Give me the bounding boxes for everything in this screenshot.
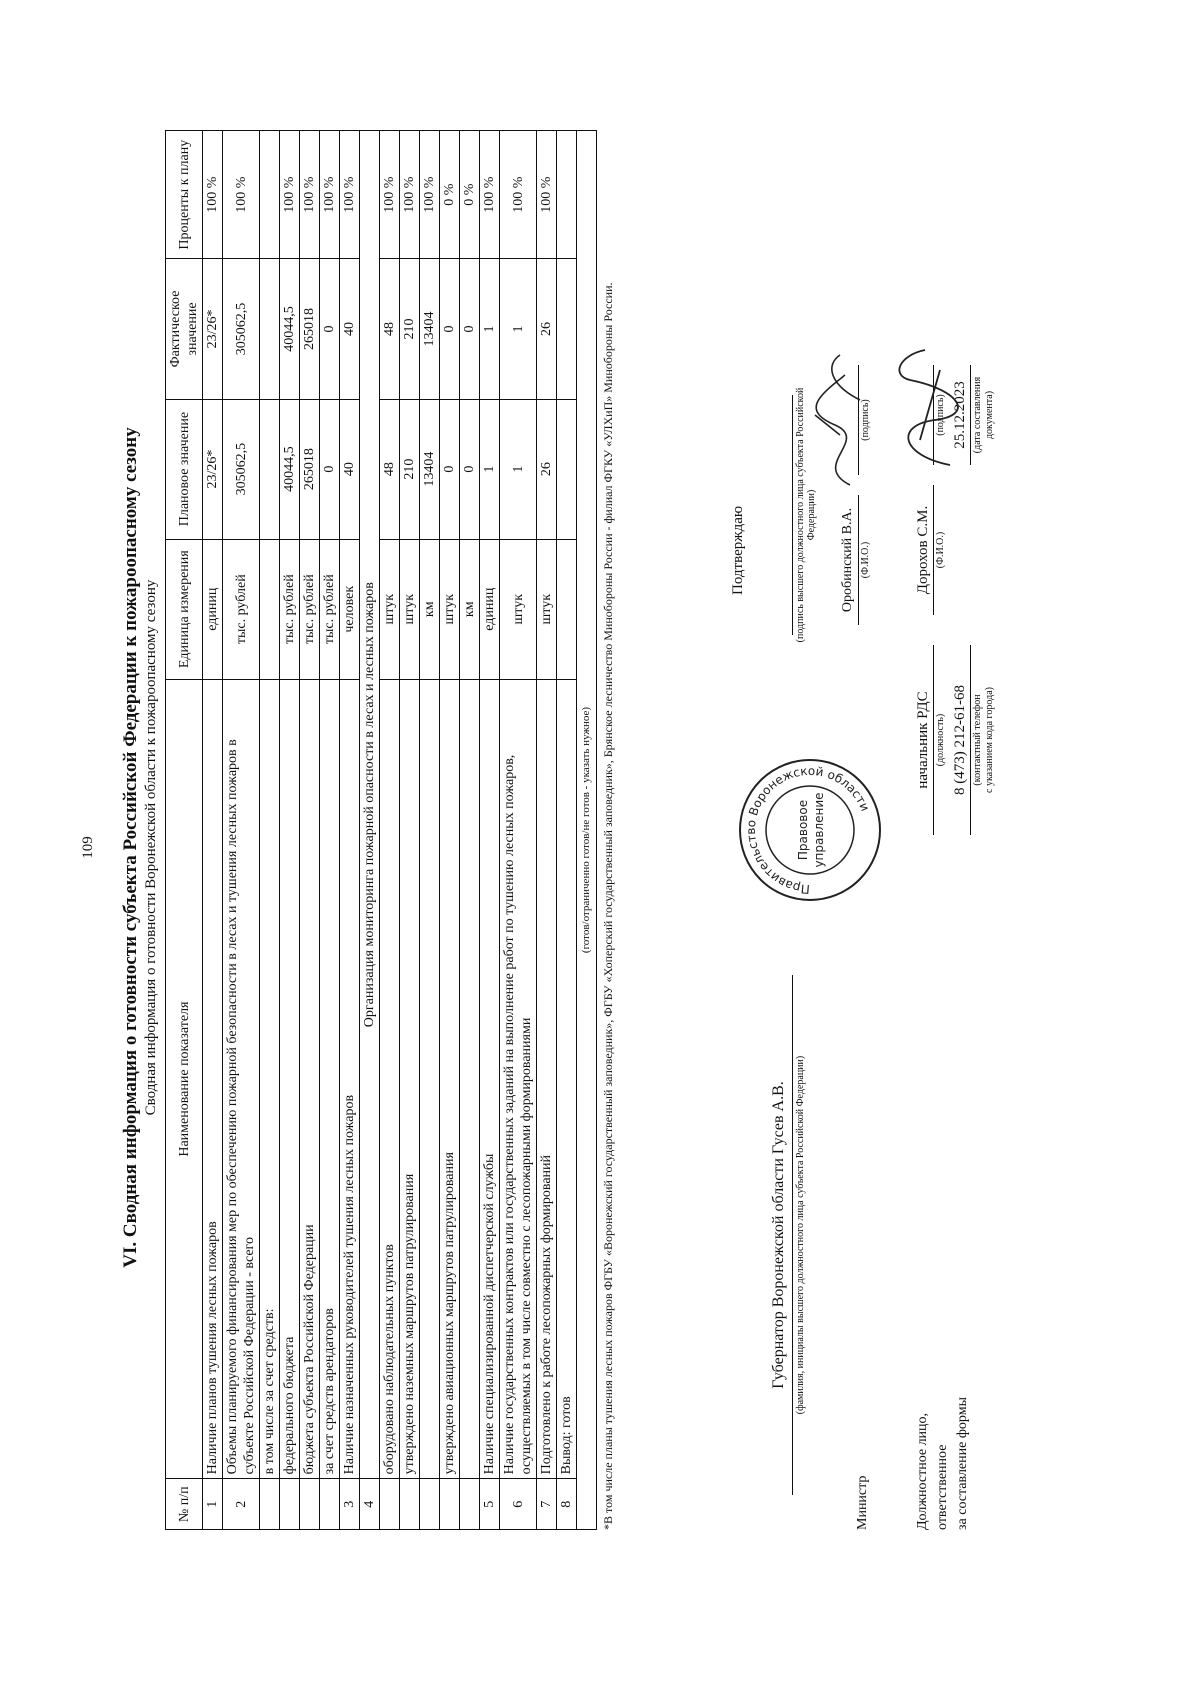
- header-name: Наименование показателя: [166, 679, 203, 1479]
- row-fact-cell: 1: [500, 259, 537, 399]
- row-unit-cell: тыс. рублей: [223, 539, 260, 679]
- row-num-cell: [320, 1479, 340, 1530]
- readiness-table: [165, 130, 597, 1530]
- minister-label: Министр: [855, 1475, 870, 1530]
- header-fact: Фактическое значение: [166, 259, 203, 399]
- row-unit-cell: штук: [400, 539, 420, 679]
- table-row: [223, 131, 260, 1530]
- row-unit-cell: [260, 539, 280, 679]
- row-pct-cell: [557, 131, 577, 259]
- row-plan-cell: 0: [460, 399, 480, 539]
- row-fact-cell: 1: [480, 259, 500, 399]
- row-plan-cell: 13404: [420, 399, 440, 539]
- row-fact-cell: 0: [440, 259, 460, 399]
- row-pct-cell: 100 %: [223, 131, 260, 259]
- governor-sign-line: [792, 395, 793, 635]
- row-name-cell: Вывод: готов: [557, 679, 577, 1479]
- row-pct-cell: 100 %: [320, 131, 340, 259]
- responsible-name: Дорохов С.М.: [915, 505, 931, 595]
- row-num-cell: [380, 1479, 400, 1530]
- governor-name: Губернатор Воронежской области Гусев А.В.: [770, 1081, 787, 1389]
- row-num-cell: 8: [557, 1479, 577, 1530]
- document-title: VI. Сводная информация о готовности субъекта Российской Федерации к пожароопасному сезону: [120, 427, 141, 1268]
- table-row: [360, 131, 380, 1530]
- row-fact-cell: 26: [537, 259, 557, 399]
- row-unit-cell: [557, 539, 577, 679]
- row-pct-cell: 100 %: [203, 131, 223, 259]
- row-unit-cell: человек: [340, 539, 360, 679]
- responsible-position: начальник РДС: [915, 691, 931, 789]
- row-num-cell: 7: [537, 1479, 557, 1530]
- row-fact-cell: 13404: [420, 259, 440, 399]
- responsible-name-line: [933, 485, 934, 615]
- row-plan-cell: [260, 399, 280, 539]
- row-fact-cell: 40: [340, 259, 360, 399]
- section-header-cell: Организация мониторинга пожарной опасности в лесах и лесных пожаров: [360, 131, 380, 1479]
- row-plan-cell: 305062,5: [223, 399, 260, 539]
- row-plan-cell: 1: [480, 399, 500, 539]
- table-row: [280, 131, 300, 1530]
- responsible-label-1: Должностное лицо,: [915, 1412, 930, 1530]
- row-pct-cell: 0 %: [460, 131, 480, 259]
- row-unit-cell: км: [460, 539, 480, 679]
- row-num-cell: [280, 1479, 300, 1530]
- row-name-cell: Наличие государственных контрактов или государственных заданий на выполнение работ по тушению лесных пожаров, осуществляемых в том числе совместно с лесопожарными формированиями: [500, 679, 537, 1479]
- responsible-label-2: ответственное: [935, 1444, 950, 1530]
- row-unit-cell: штук: [440, 539, 460, 679]
- governor-line: [792, 975, 793, 1495]
- row-fact-cell: 210: [400, 259, 420, 399]
- row-name-cell: за счет средств арендаторов: [320, 679, 340, 1479]
- row-name-cell: утверждено наземных маршрутов патрулирования: [400, 679, 420, 1479]
- row-plan-cell: 48: [380, 399, 400, 539]
- table-row: [500, 131, 537, 1530]
- row-name-cell: Наличие планов тушения лесных пожаров: [203, 679, 223, 1479]
- approved-label: Подтверждаю: [730, 505, 746, 595]
- row-pct-cell: 100 %: [420, 131, 440, 259]
- responsible-handwritten-signature: [880, 340, 970, 480]
- row-pct-cell: 100 %: [537, 131, 557, 259]
- row-name-cell: Наличие специализированной диспетчерской службы: [480, 679, 500, 1479]
- row-name-cell: [460, 679, 480, 1479]
- row-fact-cell: 305062,5: [223, 259, 260, 399]
- row-pct-cell: 100 %: [480, 131, 500, 259]
- row-unit-cell: штук: [537, 539, 557, 679]
- row-unit-cell: км: [420, 539, 440, 679]
- responsible-date-caption-1: (дата составления: [972, 376, 983, 454]
- page-number: 109: [80, 836, 96, 859]
- table-row: [460, 131, 480, 1530]
- row-name-cell: утверждено авиационных маршрутов патрулирования: [440, 679, 460, 1479]
- row-name-cell: бюджета субъекта Российской Федерации: [300, 679, 320, 1479]
- row-name-cell: Наличие назначенных руководителей тушения лесных пожаров: [340, 679, 360, 1479]
- row-num-cell: 5: [480, 1479, 500, 1530]
- responsible-position-line: [933, 645, 934, 835]
- row-fact-cell: 0: [320, 259, 340, 399]
- minister-name: Оробинский В.А.: [840, 507, 855, 613]
- row-pct-cell: 100 %: [500, 131, 537, 259]
- seal-outer-text: Правительство Воронежской области: [743, 763, 873, 897]
- row-plan-cell: 265018: [300, 399, 320, 539]
- row-pct-cell: [260, 131, 280, 259]
- table-row: [400, 131, 420, 1530]
- minister-sign-caption: (подпись): [860, 399, 871, 441]
- header-num: № п/п: [166, 1479, 203, 1530]
- row-name-cell: федерального бюджета: [280, 679, 300, 1479]
- row-plan-cell: 40044,5: [280, 399, 300, 539]
- row-num-cell: [440, 1479, 460, 1530]
- row-plan-cell: 26: [537, 399, 557, 539]
- table-row: [260, 131, 280, 1530]
- row-num-cell: 4: [360, 1479, 380, 1530]
- responsible-label-3: за составление формы: [955, 1397, 970, 1530]
- responsible-date-caption-2: документа): [984, 390, 995, 440]
- table-row: [420, 131, 440, 1530]
- responsible-name-caption: (Ф.И.О.): [935, 531, 946, 569]
- row-name-cell: Объемы планируемого финансирования мер по обеспечению пожарной безопасности в лесах и тушения лесных пожаров в субъекте Российской Федерации - всего: [223, 679, 260, 1479]
- governor-caption: (фамилия, инициалы высшего должностного лица субъекта Российской Федерации): [795, 1055, 806, 1415]
- seal-inner-text-1: Правовое: [796, 799, 810, 861]
- row-num-cell: [260, 1479, 280, 1530]
- responsible-date-line: [970, 365, 971, 465]
- responsible-position-caption: (должность): [935, 713, 946, 767]
- row-pct-cell: 100 %: [300, 131, 320, 259]
- row-fact-cell: 0: [460, 259, 480, 399]
- table-row: [340, 131, 360, 1530]
- official-seal-stamp: [735, 755, 885, 905]
- row-name-cell: в том числе за счет средств:: [260, 679, 280, 1479]
- table-note-row: [577, 131, 597, 1530]
- responsible-phone: 8 (473) 212-61-68: [952, 685, 968, 795]
- table-row: [537, 131, 557, 1530]
- responsible-phone-line: [970, 645, 971, 835]
- table-row: [300, 131, 320, 1530]
- row-name-cell: оборудовано наблюдательных пунктов: [380, 679, 400, 1479]
- table-row: [557, 131, 577, 1530]
- row-unit-cell: штук: [500, 539, 537, 679]
- row-num-cell: 6: [500, 1479, 537, 1530]
- row-num-cell: [400, 1479, 420, 1530]
- seal-inner-text-2: управление: [812, 792, 826, 868]
- row-plan-cell: 0: [320, 399, 340, 539]
- minister-name-line: [858, 495, 859, 625]
- row-plan-cell: 1: [500, 399, 537, 539]
- row-num-cell: [460, 1479, 480, 1530]
- row-unit-cell: тыс. рублей: [280, 539, 300, 679]
- row-pct-cell: 100 %: [400, 131, 420, 259]
- row-num-cell: [300, 1479, 320, 1530]
- row-name-cell: [420, 679, 440, 1479]
- footnote: *В том числе планы тушения лесных пожаров ФГБУ «Воронежский государственный заповедник», ФГБУ «Хоперский государственный заповедник», Брянское лесничество Минобороны России - филиал ФГКУ «УЛХиП» Минобороны России.: [601, 282, 615, 1530]
- document-subtitle: Сводная информация о готовности Воронежской области к пожароопасному сезону: [143, 579, 159, 1116]
- responsible-phone-caption-2: с указанием кода города): [984, 687, 995, 793]
- row-fact-cell: 48: [380, 259, 400, 399]
- row-plan-cell: 210: [400, 399, 420, 539]
- row-plan-cell: [557, 399, 577, 539]
- header-plan: Плановое значение: [166, 399, 203, 539]
- row-pct-cell: 100 %: [380, 131, 400, 259]
- row-fact-cell: 265018: [300, 259, 320, 399]
- table-row: [440, 131, 460, 1530]
- row-num-cell: 3: [340, 1479, 360, 1530]
- row-unit-cell: единиц: [203, 539, 223, 679]
- row-pct-cell: 0 %: [440, 131, 460, 259]
- row-plan-cell: 40: [340, 399, 360, 539]
- responsible-date: 25.12.2023: [952, 381, 968, 449]
- conclusion-note: (готов/отраниченно готов/не готов - указать нужное): [577, 131, 597, 1530]
- table-row: [203, 131, 223, 1530]
- row-fact-cell: [260, 259, 280, 399]
- minister-handwritten-signature: [800, 345, 880, 495]
- minister-caption: (Ф.И.О.): [860, 541, 871, 579]
- row-fact-cell: 40044,5: [280, 259, 300, 399]
- row-plan-cell: 0: [440, 399, 460, 539]
- row-pct-cell: 100 %: [340, 131, 360, 259]
- row-fact-cell: 23/26*: [203, 259, 223, 399]
- table-header-row: [166, 131, 203, 1530]
- responsible-phone-caption-1: (контактный телефон: [972, 694, 983, 786]
- header-pct: Проценты к плану: [166, 131, 203, 259]
- table-row: [480, 131, 500, 1530]
- row-name-cell: Подготовлено к работе лесопожарных формирований: [537, 679, 557, 1479]
- row-unit-cell: тыс. рублей: [300, 539, 320, 679]
- row-num-cell: [420, 1479, 440, 1530]
- row-unit-cell: единиц: [480, 539, 500, 679]
- row-num-cell: 1: [203, 1479, 223, 1530]
- row-num-cell: 2: [223, 1479, 260, 1530]
- responsible-sign-caption: (подпись): [935, 394, 946, 436]
- row-plan-cell: 23/26*: [203, 399, 223, 539]
- row-pct-cell: 100 %: [280, 131, 300, 259]
- row-unit-cell: штук: [380, 539, 400, 679]
- row-fact-cell: [557, 259, 577, 399]
- governor-sign-caption: (подпись высшего должностного лица субъекта Российской Федерации): [795, 387, 817, 643]
- header-unit: Единица измерения: [166, 539, 203, 679]
- table-row: [320, 131, 340, 1530]
- row-unit-cell: тыс. рублей: [320, 539, 340, 679]
- table-row: [380, 131, 400, 1530]
